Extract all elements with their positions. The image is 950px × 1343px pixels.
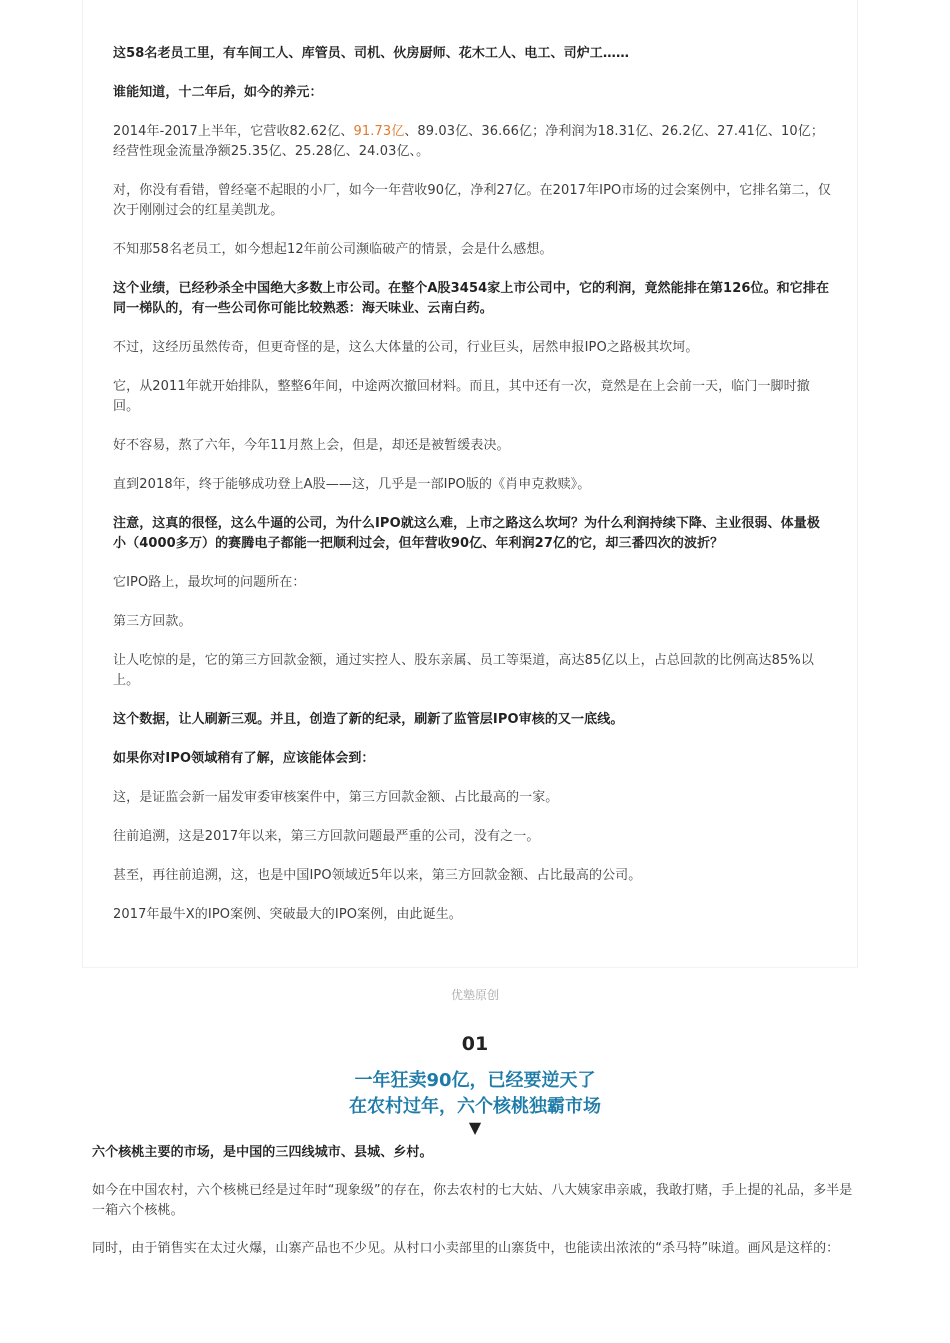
text: 、89.03亿、36.66亿；净利润为18.31亿、26.2亿、27.41亿、10亿；经营性现金流量净额25.35亿、25.28亿、24.03亿、。 [113, 124, 824, 159]
paragraph: 谁能知道，十二年后，如今的养元： [113, 85, 323, 100]
paragraph: 注意，这真的很怪，这么牛逼的公司，为什么IPO就这么难，上市之路这么坎坷？为什么利润持续下降、主业很弱、体量极小（4000多万）的赛腾电子都能一把顺利过会，但年营收90亿、年利润27亿的它，却三番四次的波折？ [113, 516, 820, 551]
paragraph: 往前追溯，这是2017年以来，第三方回款问题最严重的公司，没有之一。 [113, 829, 540, 844]
paragraph: 如今在中国农村，六个核桃已经是过年时“现象级”的存在，你去农村的七大姑、八大姨家串亲戚，我敢打赌，手上提的礼品，多半是一箱六个核桃。 [92, 1183, 853, 1218]
paragraph: 这个业绩，已经秒杀全中国绝大多数上市公司。在整个A股3454家上市公司中，它的利润，竟然能排在第126位。和它排在同一梯队的，有一些公司你可能比较熟悉：海天味业、云南白药。 [113, 281, 830, 316]
section-title-line2: 在农村过年，六个核桃独霸市场 [349, 1096, 601, 1117]
paragraph: 它，从2011年就开始排队，整整6年间，中途两次撤回材料。而且，其中还有一次，竟然是在上会前一天，临门一脚时撤回。 [113, 379, 810, 414]
paragraph: 这，是证监会新一届发审委审核案件中，第三方回款金额、占比最高的一家。 [113, 790, 559, 805]
paragraph: 这个数据，让人刷新三观。并且，创造了新的纪录，刷新了监管层IPO审核的又一底线。 [113, 712, 624, 727]
paragraph: 如果你对IPO领域稍有了解，应该能体会到： [113, 751, 375, 766]
paragraph: 不知那58名老员工，如今想起12年前公司濒临破产的情景，会是什么感想。 [113, 242, 553, 257]
paragraph: 好不容易，熬了六年，今年11月熬上会，但是，却还是被暂缓表决。 [113, 438, 510, 453]
down-arrow-icon: ▼ [468, 1118, 482, 1137]
paragraph-financials [113, 122, 833, 162]
paragraph: 让人吃惊的是，它的第三方回款金额，通过实控人、股东亲属、员工等渠道，高达85亿以上，占总回款的比例高达85%以上。 [113, 653, 814, 688]
source-caption: 优塾原创 [450, 988, 499, 1002]
paragraph: 第三方回款。 [113, 614, 192, 629]
text: 2014年-2017上半年，它营收82.62亿、 [113, 124, 354, 139]
section-body [92, 1143, 860, 1277]
paragraph: 六个核桃主要的市场，是中国的三四线城市、县城、乡村。 [92, 1145, 433, 1160]
paragraph: 甚至，再往前追溯，这，也是中国IPO领域近5年以来，第三方回款金额、占比最高的公司。 [113, 868, 642, 883]
section-title-line1: 一年狂卖90亿，已经要逆天了 [354, 1070, 596, 1091]
paragraph: 这58名老员工里，有车间工人、库管员、司机、伙房厨师、花木工人、电工、司炉工…… [113, 46, 630, 61]
paragraph: 不过，这经历虽然传奇，但更奇怪的是，这么大体量的公司，行业巨头，居然申报IPO之路极其坎坷。 [113, 340, 699, 355]
paragraph: 同时，由于销售实在太过火爆，山寨产品也不少见。从村口小卖部里的山寨货中，也能读出浓浓的“杀马特”味道。画风是这样的： [92, 1241, 840, 1256]
paragraph: 对，你没有看错，曾经毫不起眼的小厂，如今一年营收90亿，净利27亿。在2017年IPO市场的过会案例中，它排名第二，仅次于刚刚过会的红星美凯龙。 [113, 183, 831, 218]
paragraph: 直到2018年，终于能够成功登上A股——这，几乎是一部IPO版的《肖申克救赎》。 [113, 477, 591, 492]
article-body [113, 44, 833, 944]
article-card [82, 0, 858, 968]
highlighted-revenue: 91.73亿 [353, 124, 405, 139]
paragraph: 2017年最牛X的IPO案例、突破最大的IPO案例，由此诞生。 [113, 907, 462, 922]
paragraph: 它IPO路上，最坎坷的问题所在： [113, 575, 306, 590]
section-number: 01 [461, 1033, 489, 1055]
